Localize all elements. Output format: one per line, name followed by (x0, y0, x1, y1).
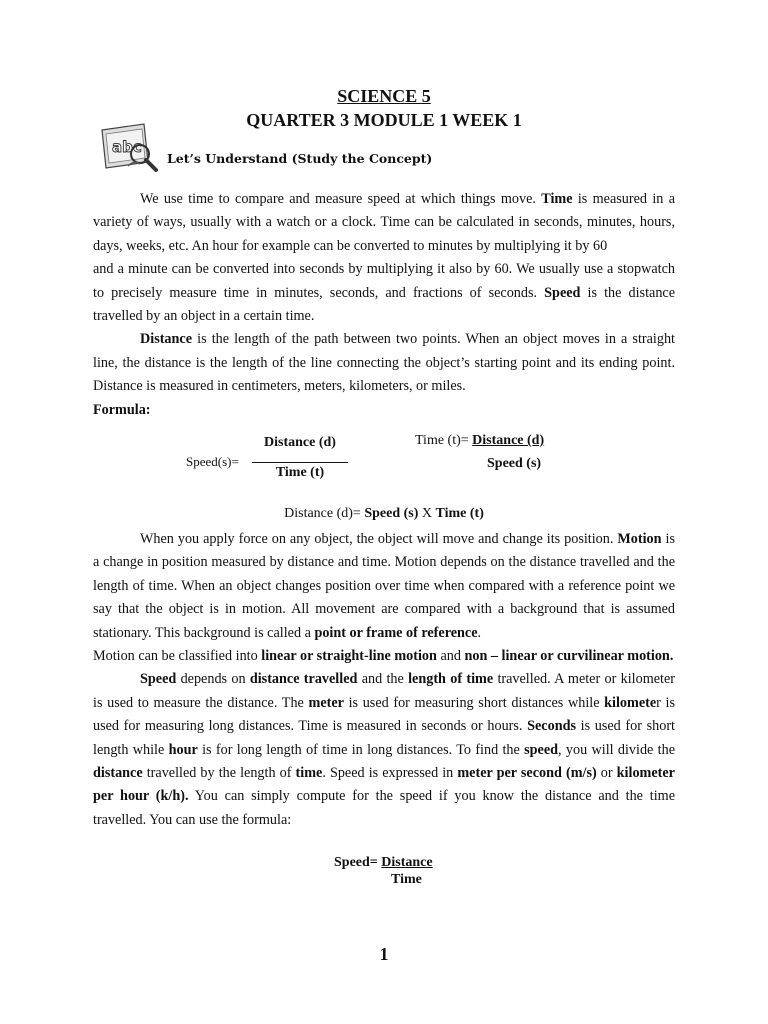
text-span: and the (357, 671, 409, 688)
bold-term: linear or straight-line motion (261, 648, 437, 665)
page-number: 1 (379, 944, 389, 964)
final-formula-lhs: Speed= (334, 855, 382, 870)
text-span: r is used for measuring long distances. Time is measured in seconds or hours. (93, 694, 676, 735)
bold-term: Distance (140, 331, 193, 348)
formula-label: Formula: (93, 401, 151, 418)
text-span: and a minute can be converted into seconds by multiplying it also by 60. We usually use a stopwatch to precisely measure time in minutes, seconds, and fractions of seconds. (93, 261, 675, 301)
bold-term: time (295, 765, 323, 782)
bold-term: Time (541, 191, 573, 207)
paragraph-speed-units (93, 668, 675, 832)
bold-term: point or frame of reference (314, 624, 478, 641)
final-formula-denominator: Time (391, 872, 422, 887)
bold-term: kilomete (604, 694, 657, 711)
paragraph-speed-definition (93, 258, 675, 328)
speed-formula-lhs: Speed(s)= (186, 454, 239, 469)
section-heading: Let’s Understand (Study the Concept) (167, 151, 433, 166)
text-span: is a change in position measured by distance and time. Motion depends on the distance travelled and the length of time. When an object changes position over time when compared with a reference point we say that the object is in motion. All movement are compared with a background that is assumed stationary. This background is called a (93, 531, 675, 641)
distance-formula-lhs: Distance (d)= (284, 506, 365, 521)
distance-formula (0, 506, 768, 522)
paragraph-motion-types (93, 645, 675, 668)
text-span: X (418, 506, 436, 521)
text-span: . Speed is expressed in (322, 765, 458, 782)
bold-term: Speed (140, 671, 177, 688)
text-span: is the length of the path between two points. When an object moves in a straight line, the distance is the length of the line connecting the object’s starting point and its ending point. Distance is measured in centimeters, meters, kilometers, or miles. (93, 331, 675, 395)
text-span: , you will divide the (558, 741, 676, 758)
motion-text-block (93, 528, 675, 832)
text-span: is the distance travelled by an object in a certain time. (93, 284, 676, 325)
time-formula (415, 433, 544, 449)
abc-magnifier-icon (98, 122, 160, 174)
text-span: is measured in a variety of ways, usually with a watch or a clock. Time can be calculated in seconds, minutes, hours, days, weeks, etc. An hour for example can be converted to minutes by multiplying it by 60 (93, 191, 675, 254)
bold-term: Seconds (527, 718, 576, 735)
bold-term: Time (t) (435, 506, 484, 521)
final-speed-formula (334, 855, 433, 871)
intro-text-block (93, 188, 675, 422)
text-span: When you apply force on any object, the object will move and change its position. (140, 531, 618, 547)
text-span: depends on (176, 671, 250, 688)
bold-term: hour (168, 741, 198, 758)
time-formula-lhs: Time (t)= (415, 433, 473, 448)
final-formula-numerator: Distance (381, 855, 433, 870)
paragraph-motion (93, 528, 675, 645)
text-span: We use time to compare and measure speed at which things move. (140, 191, 542, 207)
bold-term: meter (308, 694, 344, 711)
text-span: and (436, 648, 465, 665)
bold-term: kilometer per hour (k/h). (93, 765, 675, 805)
svg-text:abc: abc (112, 138, 142, 156)
text-span: is for long length of time in long distances. To find the (197, 741, 525, 758)
bold-term: meter per second (m/s) (457, 765, 597, 782)
bold-term: distance (93, 765, 143, 782)
text-span: is used for short length while (93, 718, 675, 758)
text-span: You can simply compute for the speed if you know the distance and the time travelled. You can use the formula: (93, 788, 675, 828)
paragraph-distance (93, 328, 675, 398)
page-title: SCIENCE 5 (337, 86, 431, 106)
time-formula-numerator: Distance (d) (472, 433, 545, 448)
bold-term: speed (524, 741, 559, 758)
bold-term: Speed (544, 284, 581, 301)
bold-term: Motion (617, 531, 662, 547)
text-span: is used for measuring short distances while (343, 694, 605, 711)
speed-fraction-line (252, 462, 348, 463)
text-span: travelled by the length of (142, 765, 296, 782)
text-span: . (477, 624, 482, 641)
page-subtitle: QUARTER 3 MODULE 1 WEEK 1 (246, 110, 522, 130)
bold-term: non – linear or curvilinear motion. (464, 648, 674, 665)
text-span: travelled. A meter or kilometer is used to measure the distance. The (93, 671, 675, 711)
paragraph-time (93, 188, 675, 258)
time-formula-denominator: Speed (s) (487, 456, 542, 471)
bold-term: distance travelled (249, 671, 358, 688)
bold-term: Speed (s) (364, 506, 419, 521)
speed-formula-denominator: Time (t) (275, 465, 325, 480)
text-span: or (596, 765, 617, 782)
text-span: Motion can be classified into (93, 648, 262, 665)
speed-formula-numerator: Distance (d) (264, 435, 336, 450)
bold-term: length of time (408, 671, 494, 688)
